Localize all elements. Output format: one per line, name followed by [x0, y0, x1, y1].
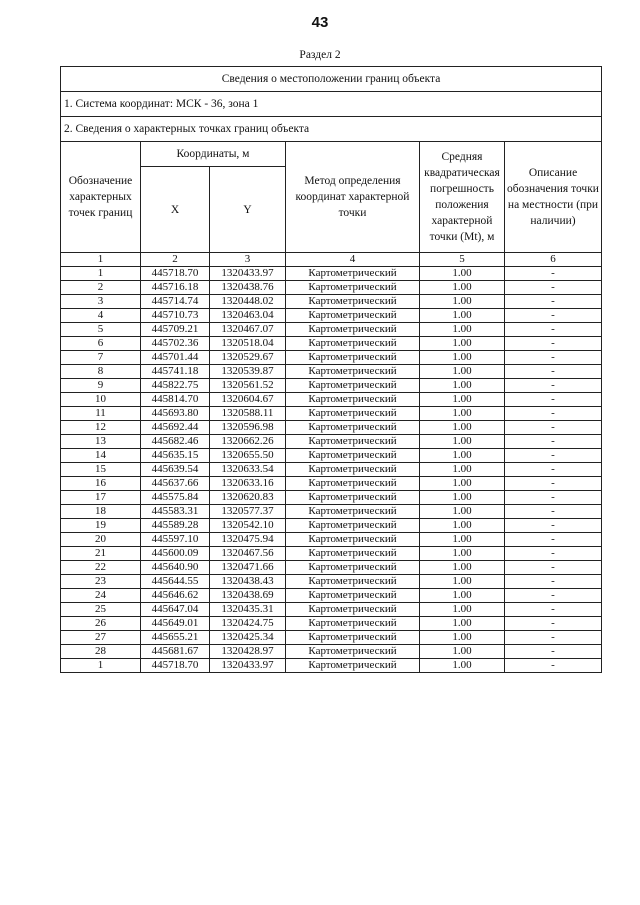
cell-x: 445589.28 [141, 519, 210, 533]
cell-x: 445701.44 [141, 351, 210, 365]
cell-method: Картометрический [286, 421, 420, 435]
table-row [61, 589, 602, 603]
cell-method: Картометрический [286, 659, 420, 673]
cell-description: - [505, 267, 602, 281]
cell-x: 445709.21 [141, 323, 210, 337]
cell-accuracy: 1.00 [420, 463, 505, 477]
cell-y: 1320596.98 [210, 421, 286, 435]
column-number: 5 [420, 253, 505, 267]
cell-accuracy: 1.00 [420, 421, 505, 435]
cell-description: - [505, 575, 602, 589]
cell-method: Картометрический [286, 393, 420, 407]
cell-method: Картометрический [286, 561, 420, 575]
cell-accuracy: 1.00 [420, 449, 505, 463]
cell-y: 1320428.97 [210, 645, 286, 659]
cell-x: 445649.01 [141, 617, 210, 631]
cell-accuracy: 1.00 [420, 505, 505, 519]
cell-x: 445682.46 [141, 435, 210, 449]
cell-x: 445822.75 [141, 379, 210, 393]
cell-accuracy: 1.00 [420, 589, 505, 603]
cell-accuracy: 1.00 [420, 645, 505, 659]
cell-point: 7 [61, 351, 141, 365]
cell-description: - [505, 617, 602, 631]
table-row [61, 533, 602, 547]
cell-accuracy: 1.00 [420, 365, 505, 379]
table-row [61, 407, 602, 421]
cell-description: - [505, 659, 602, 673]
cell-y: 1320448.02 [210, 295, 286, 309]
table-row [61, 561, 602, 575]
table-row [61, 365, 602, 379]
cell-y: 1320433.97 [210, 267, 286, 281]
cell-description: - [505, 281, 602, 295]
table-row [61, 547, 602, 561]
cell-method: Картометрический [286, 379, 420, 393]
cell-point: 15 [61, 463, 141, 477]
cell-x: 445647.04 [141, 603, 210, 617]
cell-method: Картометрический [286, 281, 420, 295]
cell-x: 445644.55 [141, 575, 210, 589]
cell-y: 1320577.37 [210, 505, 286, 519]
cell-y: 1320438.69 [210, 589, 286, 603]
cell-accuracy: 1.00 [420, 267, 505, 281]
cell-description: - [505, 407, 602, 421]
cell-description: - [505, 589, 602, 603]
cell-description: - [505, 295, 602, 309]
header-accuracy: Средняя квадратическая погрешность положения характерной точки (Mt), м [420, 142, 505, 253]
cell-y: 1320471.66 [210, 561, 286, 575]
cell-description: - [505, 463, 602, 477]
cell-method: Картометрический [286, 365, 420, 379]
cell-description: - [505, 379, 602, 393]
table-row [61, 505, 602, 519]
cell-description: - [505, 505, 602, 519]
cell-method: Картометрический [286, 463, 420, 477]
boundary-table [60, 66, 602, 673]
cell-description: - [505, 645, 602, 659]
cell-y: 1320655.50 [210, 449, 286, 463]
cell-method: Картометрический [286, 575, 420, 589]
cell-point: 8 [61, 365, 141, 379]
cell-y: 1320542.10 [210, 519, 286, 533]
cell-x: 445702.36 [141, 337, 210, 351]
cell-accuracy: 1.00 [420, 393, 505, 407]
cell-accuracy: 1.00 [420, 379, 505, 393]
column-number: 6 [505, 253, 602, 267]
cell-description: - [505, 365, 602, 379]
cell-description: - [505, 393, 602, 407]
cell-y: 1320539.87 [210, 365, 286, 379]
cell-method: Картометрический [286, 589, 420, 603]
cell-description: - [505, 519, 602, 533]
cell-point: 10 [61, 393, 141, 407]
cell-y: 1320463.04 [210, 309, 286, 323]
cell-description: - [505, 561, 602, 575]
cell-description: - [505, 631, 602, 645]
cell-point: 2 [61, 281, 141, 295]
cell-x: 445600.09 [141, 547, 210, 561]
cell-accuracy: 1.00 [420, 519, 505, 533]
table-title: Сведения о местоположении границ объекта [61, 67, 602, 92]
cell-accuracy: 1.00 [420, 547, 505, 561]
cell-point: 20 [61, 533, 141, 547]
cell-x: 445681.67 [141, 645, 210, 659]
cell-accuracy: 1.00 [420, 659, 505, 673]
cell-description: - [505, 351, 602, 365]
table-row [61, 575, 602, 589]
cell-point: 4 [61, 309, 141, 323]
table-row [61, 659, 602, 673]
cell-x: 445637.66 [141, 477, 210, 491]
cell-description: - [505, 491, 602, 505]
cell-x: 445710.73 [141, 309, 210, 323]
table-row [61, 603, 602, 617]
header-x: X [141, 167, 210, 253]
cell-x: 445646.62 [141, 589, 210, 603]
cell-x: 445692.44 [141, 421, 210, 435]
cell-accuracy: 1.00 [420, 533, 505, 547]
column-number: 3 [210, 253, 286, 267]
cell-method: Картометрический [286, 631, 420, 645]
cell-point: 3 [61, 295, 141, 309]
cell-x: 445741.18 [141, 365, 210, 379]
cell-y: 1320424.75 [210, 617, 286, 631]
cell-point: 1 [61, 659, 141, 673]
cell-method: Картометрический [286, 351, 420, 365]
cell-description: - [505, 533, 602, 547]
cell-point: 28 [61, 645, 141, 659]
cell-method: Картометрический [286, 491, 420, 505]
cell-y: 1320467.56 [210, 547, 286, 561]
table-row [61, 379, 602, 393]
cell-y: 1320604.67 [210, 393, 286, 407]
header-coordinates: Координаты, м [141, 142, 286, 167]
cell-x: 445655.21 [141, 631, 210, 645]
cell-method: Картометрический [286, 519, 420, 533]
cell-x: 445714.74 [141, 295, 210, 309]
header-method: Метод определения координат характерной точки [286, 142, 420, 253]
cell-point: 5 [61, 323, 141, 337]
cell-y: 1320561.52 [210, 379, 286, 393]
table-row [61, 295, 602, 309]
cell-accuracy: 1.00 [420, 309, 505, 323]
cell-accuracy: 1.00 [420, 351, 505, 365]
cell-y: 1320633.54 [210, 463, 286, 477]
column-number: 1 [61, 253, 141, 267]
table-row [61, 323, 602, 337]
cell-accuracy: 1.00 [420, 491, 505, 505]
cell-method: Картометрический [286, 435, 420, 449]
cell-accuracy: 1.00 [420, 603, 505, 617]
cell-y: 1320425.34 [210, 631, 286, 645]
table-row [61, 281, 602, 295]
cell-y: 1320438.43 [210, 575, 286, 589]
cell-description: - [505, 323, 602, 337]
cell-y: 1320435.31 [210, 603, 286, 617]
header-designation: Обозначение характерных точек границ [61, 142, 141, 253]
cell-method: Картометрический [286, 547, 420, 561]
cell-point: 17 [61, 491, 141, 505]
cell-y: 1320588.11 [210, 407, 286, 421]
header-y: Y [210, 167, 286, 253]
cell-method: Картометрический [286, 477, 420, 491]
cell-x: 445639.54 [141, 463, 210, 477]
cell-point: 22 [61, 561, 141, 575]
cell-point: 9 [61, 379, 141, 393]
table-row [61, 645, 602, 659]
cell-x: 445693.80 [141, 407, 210, 421]
cell-description: - [505, 603, 602, 617]
coord-system-line: 1. Система координат: МСК - 36, зона 1 [61, 92, 602, 117]
cell-method: Картометрический [286, 337, 420, 351]
cell-point: 18 [61, 505, 141, 519]
cell-description: - [505, 477, 602, 491]
cell-accuracy: 1.00 [420, 337, 505, 351]
cell-description: - [505, 309, 602, 323]
cell-method: Картометрический [286, 533, 420, 547]
cell-method: Картометрический [286, 309, 420, 323]
cell-x: 445640.90 [141, 561, 210, 575]
cell-accuracy: 1.00 [420, 617, 505, 631]
cell-x: 445575.84 [141, 491, 210, 505]
cell-accuracy: 1.00 [420, 281, 505, 295]
table-row [61, 337, 602, 351]
cell-point: 23 [61, 575, 141, 589]
cell-point: 26 [61, 617, 141, 631]
table-row [61, 393, 602, 407]
cell-y: 1320433.97 [210, 659, 286, 673]
page-number: 43 [311, 14, 329, 31]
column-number: 2 [141, 253, 210, 267]
table-row [61, 309, 602, 323]
table-row [61, 449, 602, 463]
cell-description: - [505, 337, 602, 351]
cell-y: 1320633.16 [210, 477, 286, 491]
cell-point: 19 [61, 519, 141, 533]
cell-point: 11 [61, 407, 141, 421]
table-row [61, 631, 602, 645]
cell-x: 445814.70 [141, 393, 210, 407]
table-row [61, 351, 602, 365]
table-row [61, 519, 602, 533]
cell-y: 1320529.67 [210, 351, 286, 365]
cell-method: Картометрический [286, 407, 420, 421]
cell-point: 24 [61, 589, 141, 603]
section-label: Раздел 2 [299, 49, 341, 61]
cell-description: - [505, 449, 602, 463]
cell-point: 14 [61, 449, 141, 463]
cell-point: 25 [61, 603, 141, 617]
cell-accuracy: 1.00 [420, 323, 505, 337]
cell-x: 445583.31 [141, 505, 210, 519]
cell-y: 1320475.94 [210, 533, 286, 547]
cell-point: 6 [61, 337, 141, 351]
cell-method: Картометрический [286, 505, 420, 519]
cell-point: 21 [61, 547, 141, 561]
cell-accuracy: 1.00 [420, 477, 505, 491]
cell-x: 445597.10 [141, 533, 210, 547]
table-row [61, 477, 602, 491]
cell-accuracy: 1.00 [420, 295, 505, 309]
cell-description: - [505, 547, 602, 561]
table-row [61, 491, 602, 505]
cell-accuracy: 1.00 [420, 631, 505, 645]
cell-point: 1 [61, 267, 141, 281]
header-description: Описание обозначения точки на местности (при наличии) [505, 142, 602, 253]
cell-method: Картометрический [286, 295, 420, 309]
cell-description: - [505, 435, 602, 449]
cell-method: Картометрический [286, 617, 420, 631]
cell-method: Картометрический [286, 323, 420, 337]
cell-method: Картометрический [286, 645, 420, 659]
cell-x: 445635.15 [141, 449, 210, 463]
cell-accuracy: 1.00 [420, 575, 505, 589]
cell-x: 445716.18 [141, 281, 210, 295]
cell-y: 1320662.26 [210, 435, 286, 449]
cell-point: 12 [61, 421, 141, 435]
column-number: 4 [286, 253, 420, 267]
table-row [61, 267, 602, 281]
points-heading: 2. Сведения о характерных точках границ объекта [61, 117, 602, 142]
table-row [61, 421, 602, 435]
cell-accuracy: 1.00 [420, 435, 505, 449]
table-row [61, 463, 602, 477]
cell-accuracy: 1.00 [420, 407, 505, 421]
cell-x: 445718.70 [141, 659, 210, 673]
cell-point: 16 [61, 477, 141, 491]
cell-y: 1320467.07 [210, 323, 286, 337]
cell-description: - [505, 421, 602, 435]
cell-y: 1320518.04 [210, 337, 286, 351]
table-row [61, 435, 602, 449]
cell-accuracy: 1.00 [420, 561, 505, 575]
table-row [61, 617, 602, 631]
cell-y: 1320620.83 [210, 491, 286, 505]
cell-method: Картометрический [286, 267, 420, 281]
cell-x: 445718.70 [141, 267, 210, 281]
cell-method: Картометрический [286, 449, 420, 463]
cell-y: 1320438.76 [210, 281, 286, 295]
column-numbers-row [61, 253, 602, 267]
cell-point: 27 [61, 631, 141, 645]
cell-method: Картометрический [286, 603, 420, 617]
cell-point: 13 [61, 435, 141, 449]
